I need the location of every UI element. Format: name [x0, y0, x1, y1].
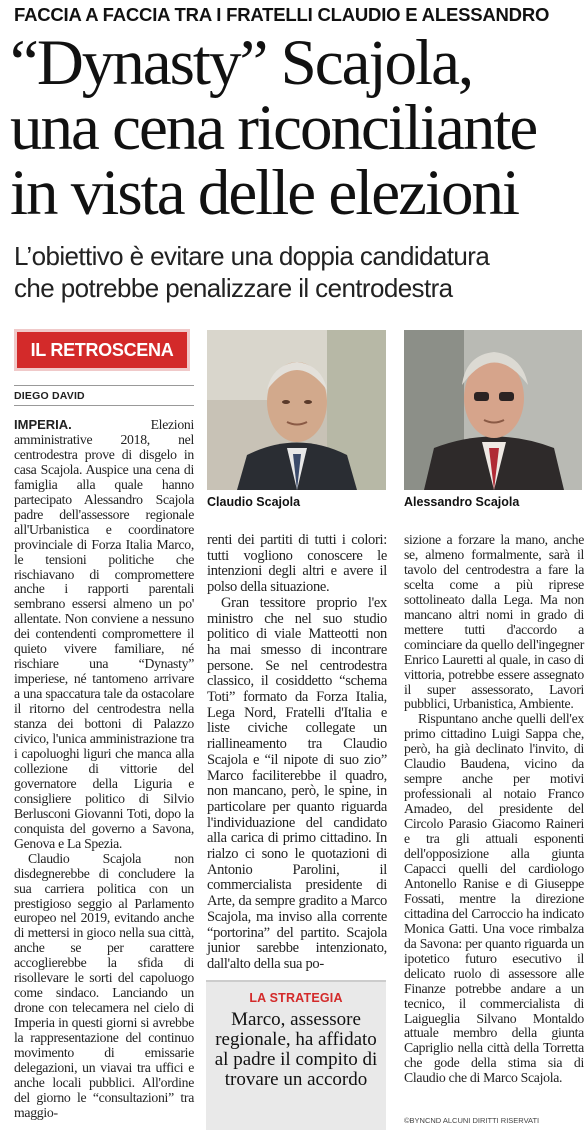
paragraph: [14, 418, 194, 852]
article-column-3: [404, 533, 584, 1086]
paragraph: Claudio Scajola non disdegnerebbe di concludere la sua carriera politica con un prestigioso seggio al Parlamento europeo nel 2019, evitando anche di mettersi in gioco nella sua città, anche se per carattere accoglierebbe la sfida di risollevare le sorti del capoluogo come sindaco. Lanciando un drone con telecamera nel cielo di Imperia in questi giorni si avrebbe la rappresentazione del continuo movimento di emissarie delegazioni, un viavai tra uffici e anche locali pubblici. All'ordine del giorno le “consultazioni” tra maggio-: [14, 850, 194, 1120]
portrait-photo-icon: [404, 330, 582, 490]
strategy-box: [206, 980, 386, 1130]
article-headline: [10, 27, 584, 229]
photo-caption: Claudio Scajola: [207, 495, 301, 509]
copyright-notice: ©BYNCND ALCUNI DIRITTI RISERVATI: [404, 1116, 540, 1125]
paragraph-text: Elezioni amministrative 2018, nel centrodestra prove di disgelo in casa Scajola. Auspice una cena di famiglia alla quale hanno partecipato Alessandro Scajola padre dell'assessore regionale all'Urbanistica e coordinatore provinciale di Forza Italia Marco, le tensioni politiche che rischiavano di compromettere anche i rapporti parentali sembrano essersi almeno un po' allentate. Non conviene a nessuno dei contendenti compromettere il quieto vivere familiare, né rischiare una “Dynasty” imperiese, né tantomeno arrivare a una spaccatura tale da ostacolare il ritorno del centrodestra nella stanza dei bottoni di Palazzo civico, l'unica amministrazione tra i capoluoghi liguri che manca alla collezione di vittorie del governatore della Liguria e consigliere politico di Silvio Berlusconi Giovanni Toti, dopo la conquista del governo a Savona, Genova e La Spezia.: [14, 417, 194, 851]
article-kicker: FACCIA A FACCIA TRA I FRATELLI CLAUDIO E ALESSANDRO: [14, 4, 550, 25]
strategy-box-text: Marco, assessore regionale, ha affidato al padre il compito di trovare un accordo: [214, 1009, 378, 1090]
dateline: IMPERIA.: [14, 417, 72, 432]
subhead-line: L’obiettivo è evitare una doppia candidatura: [14, 241, 490, 271]
paragraph: sizione a forzare la mano, anche se, almeno formalmente, sarà il tavolo del centrodestra a fare la scelta come a più riprese sottolineato dalla Lega. Ma non mancano altri nomi in grado di mettere tutti d'accordo a cominciare da quello dell'ingegner Enrico Lauretti al quale, in caso di vittoria, potrebbe essere assegnato il super assessorato, Lavori pubblici, Urbanistica, Ambiente.: [404, 532, 584, 712]
article-column-2: [207, 533, 387, 973]
subhead-line: che potrebbe penalizzare il centrodestra: [14, 273, 453, 303]
byline: DIEGO DAVID: [14, 390, 85, 402]
paragraph: renti dei partiti di tutti i colori: tutti vogliono conoscere le intenzioni degli altri e avere il polso della situazione.: [207, 532, 387, 596]
photo-caption: Alessandro Scajola: [404, 495, 520, 509]
photo-claudio-scajola: [207, 330, 386, 490]
article-subhead: [14, 240, 582, 304]
section-label-retroscena: IL RETROSCENA: [14, 329, 190, 371]
headline-line: in vista delle elezioni: [10, 157, 519, 229]
strategy-box-title: LA STRATEGIA: [249, 991, 343, 1005]
photo-alessandro-scajola: [404, 330, 582, 490]
headline-line: “Dynasty” Scajola,: [10, 27, 473, 99]
paragraph: Gran tessitore proprio l'ex ministro che nel suo studio politico di viale Matteotti non ha mai smesso di incontrare persone. Se nel centrodestra classico, il cosiddetto “schema Toti” formato da Forza Italia, Lega Nord, Fratelli d'Italia e liste civiche collegate un riallineamento tra Claudio Scajola e “il nipote di suo zio” Marco faciliterebbe il quadro, non mancano, però, le spine, in particolare per quanto riguarda l'individuazione del candidato alla carica di primo cittadino. In rialzo ci sono le quotazioni di Antonio Parolini, il commercialista presidente di Arte, da sempre gradito a Marco Scajola, ma inviso alla corrente “portorina” del partito. Scajola junior sarebbe intenzionato, dall'alto della sua po-: [207, 594, 387, 972]
article-column-1: [14, 418, 194, 1121]
byline-rule-top: [14, 385, 194, 386]
portrait-photo-icon: [207, 330, 386, 490]
paragraph: Rispuntano anche quelli dell'ex primo cittadino Luigi Sappa che, però, ha già declinato l'invito, di Claudio Baudena, vicino da sempre anche per motivi professionali al notaio Franco Amadeo, del presidente del Circolo Parasio Giacomo Raineri e tra gli attuali esponenti dell'opposizione alla giunta Capacci quelli del cardiologo Antonello Ranise e di Giuseppe Fossati, mentre la direzione cittadina del Carroccio ha indicato Monica Gatti. Una voce rimbalza da Savona: per quanto riguarda un ipotetico futuro esecutivo il delicato ruolo di assessore alle Finanze potrebbe andare a un tecnico, il commercialista di Laigueglia Silvano Montaldo attuale membro della giunta Capriglio nella città della Torretta che gode della stima sia di Claudio che di Marco Scajola.: [404, 711, 584, 1086]
headline-line: una cena riconciliante: [10, 92, 537, 164]
byline-rule-bottom: [14, 405, 194, 406]
